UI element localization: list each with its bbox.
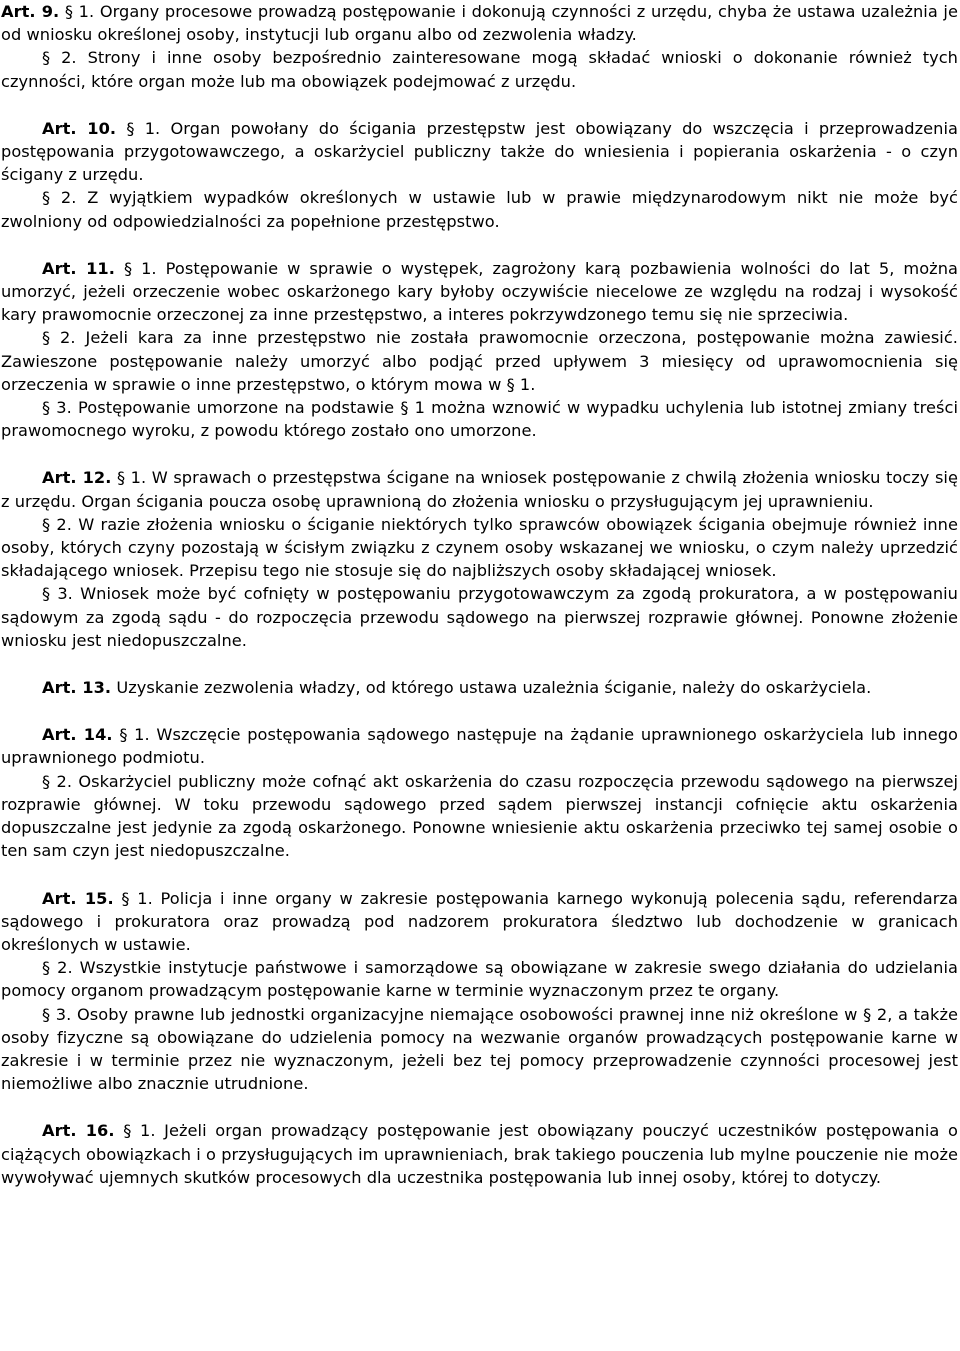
paragraph-text: Wszczęcie postępowania sądowego następuje na żądanie uprawnionego oskarżyciela lub innego uprawnionego podmiotu. [1, 725, 958, 768]
paragraph-text: Organy procesowe prowadzą postępowanie i dokonują czynności z urzędu, chyba że ustawa uzależnia je od wniosku określonej osoby, instytucji lub organu albo od zezwolenia władzy. [1, 2, 958, 45]
paragraph-text: Jeżeli organ prowadzący postępowanie jest obowiązany pouczyć uczestników postępowania o ciążących obowiązkach i o przysługujących im uprawnieniach, brak takiego pouczenia lub mylne pouczenie nie może wywoływać ujemnych skutków procesowych dla uczestnika postępowania lub innej osoby, której to dotyczy. [1, 1121, 958, 1187]
paragraph [1, 0, 958, 46]
paragraph-text: Postępowanie umorzone na podstawie § 1 można wznowić w wypadku uchylenia lub istotnej zmiany treści prawomocnego wyroku, z powodu którego zostało ono umorzone. [1, 398, 958, 441]
paragraph [1, 956, 958, 1002]
article-label: Art. 12. [42, 468, 112, 488]
article-label: Art. 16. [42, 1121, 115, 1141]
article-13 [1, 676, 958, 699]
section-number: § 2. [42, 958, 73, 978]
paragraph [1, 257, 958, 327]
paragraph [1, 396, 958, 442]
paragraph [1, 117, 958, 187]
paragraph-text: Strony i inne osoby bezpośrednio zainteresowane mogą składać wnioski o dokonanie również tych czynności, które organ może lub ma obowiązek podejmować z urzędu. [1, 48, 958, 91]
section-number: § 3. [42, 1004, 72, 1024]
paragraph [1, 770, 958, 863]
paragraph [1, 676, 958, 699]
section-number: § 2. [42, 48, 77, 68]
section-number: § 1. [64, 2, 95, 21]
paragraph-text: Osoby prawne lub jednostki organizacyjne niemające osobowości prawnej inne niż określone w § 2, a także osoby fizyczne są obowiązane do udzielenia pomocy na wezwanie organów prowadzących postępowanie karne w zakresie i w terminie przez nie wyznaczonym, jeżeli bez tej pomocy przeprowadzenie czynności procesowej jest niemożliwe albo znacznie utrudnione. [1, 1004, 959, 1094]
section-number: § 2. [42, 188, 77, 208]
paragraph [1, 723, 958, 769]
paragraph [1, 186, 958, 232]
paragraph-text: Wszystkie instytucje państwowe i samorządowe są obowiązane w zakresie swego działania do udzielania pomocy organom prowadzącym postępowanie karne w terminie wyznaczonym przez te organy. [1, 958, 958, 1001]
paragraph-text: Postępowanie w sprawie o występek, zagrożony karą pozbawienia wolności do lat 5, można umorzyć, jeżeli orzeczenie wobec oskarżonego kary byłoby oczywiście niecelowe ze względu na rodzaj i wysokość kary prawomocnie orzeczonej za inne przestępstwo, a interes pokrzywdzonego temu się nie sprzeciwia. [1, 258, 959, 325]
article-14 [1, 723, 958, 862]
paragraph [1, 1119, 958, 1189]
paragraph-text: Jeżeli kara za inne przestępstwo nie została prawomocnie orzeczona, postępowanie można zawiesić. Zawieszone postępowanie należy umorzyć albo podjąć przed upływem 3 miesięcy od uprawomocnienia się orzeczenia w sprawie o inne przestępstwo, o którym mowa w § 1. [1, 328, 958, 394]
article-label: Art. 13. [42, 678, 112, 698]
paragraph [1, 887, 958, 957]
section-number: § 2. [42, 328, 76, 348]
paragraph-text: Oskarżyciel publiczny może cofnąć akt oskarżenia do czasu rozpoczęcia przewodu sądowego na pierwszej rozprawie głównej. W toku przewodu sądowego przed sądem pierwszej instancji cofnięcie aktu oskarżenia dopuszczalne jest jedynie za zgodą oskarżonego. Ponowne wniesienie aktu oskarżenia przeciwko tej samej osobie o ten sam czyn jest niedopuszczalne. [1, 771, 958, 861]
section-number: § 1. [123, 258, 157, 278]
paragraph-text: W razie złożenia wniosku o ściganie niektórych tylko sprawców obowiązek ścigania obejmuje również inne osoby, których czyny pozostają w ścisłym związku z czynem osoby wskazanej we wniosku, o czym należy uprzedzić składającego wniosek. Przepisu tego nie stosuje się do najbliższych osoby składającej wniosek. [1, 514, 958, 581]
section-number: § 1. [121, 888, 153, 908]
section-number: § 1. [116, 468, 147, 488]
article-10 [1, 117, 958, 233]
article-12 [1, 466, 958, 652]
paragraph-text: W sprawach o przestępstwa ścigane na wniosek postępowanie z chwilą złożenia wniosku toczy się z urzędu. Organ ścigania poucza osobę uprawnioną do złożenia wniosku o przysługującym jej uprawnieniu. [1, 468, 958, 511]
section-number: § 3. [42, 398, 72, 418]
article-16 [1, 1119, 958, 1189]
section-number: § 1. [119, 725, 150, 745]
paragraph [1, 582, 958, 652]
section-number: § 2. [42, 514, 72, 534]
article-label: Art. 9. [1, 2, 60, 21]
article-label: Art. 14. [42, 725, 113, 745]
paragraph [1, 326, 958, 396]
paragraph [1, 46, 958, 92]
article-11 [1, 257, 958, 443]
paragraph-text: Policja i inne organy w zakresie postępowania karnego wykonują polecenia sądu, referendarza sądowego i prokuratora oraz prowadzą pod nadzorem prokuratora śledztwo lub dochodzenie w granicach określonych w ustawie. [1, 888, 958, 954]
section-number: § 2. [42, 771, 73, 791]
paragraph [1, 513, 958, 583]
paragraph-text: Uzyskanie zezwolenia władzy, od którego ustawa uzależnia ściganie, należy do oskarżyciela. [116, 678, 872, 698]
paragraph [1, 466, 958, 512]
paragraph-text: Wniosek może być cofnięty w postępowaniu przygotowawczym za zgodą prokuratora, a w postępowaniu sądowym za zgodą sądu - do rozpoczęcia przewodu sądowego na pierwszej rozprawie głównej. Ponowne złożenie wniosku jest niedopuszczalne. [1, 584, 958, 650]
paragraph [1, 1003, 958, 1096]
article-15 [1, 887, 958, 1096]
section-number: § 1. [123, 1121, 156, 1141]
paragraph-text: Organ powołany do ścigania przestępstw jest obowiązany do wszczęcia i przeprowadzenia postępowania przygotowawczego, a oskarżyciel publiczny także do wniesienia i popierania oskarżenia - o czyn ścigany z urzędu. [1, 118, 959, 185]
article-label: Art. 15. [42, 888, 114, 908]
article-label: Art. 11. [42, 258, 115, 278]
paragraph-text: Z wyjątkiem wypadków określonych w ustawie lub w prawie międzynarodowym nikt nie może być zwolniony od odpowiedzialności za popełnione przestępstwo. [1, 188, 958, 231]
section-number: § 1. [126, 118, 161, 138]
article-9 [1, 0, 958, 93]
section-number: § 3. [42, 584, 73, 604]
article-label: Art. 10. [42, 118, 117, 138]
